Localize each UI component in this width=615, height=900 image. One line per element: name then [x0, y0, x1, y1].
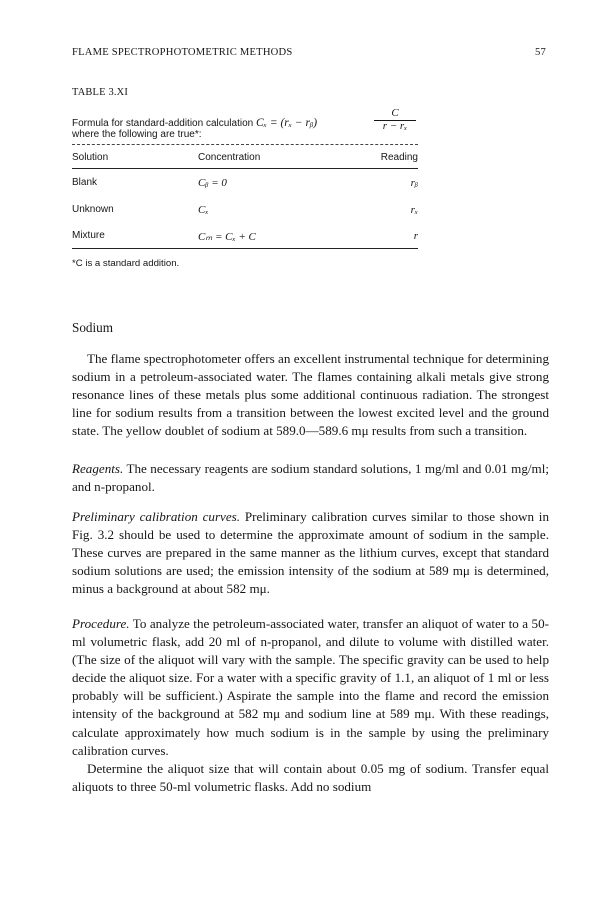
reagents-label: Reagents.: [72, 461, 124, 476]
caption-line-1: [72, 117, 317, 129]
cell-reading: rᵦ: [410, 177, 418, 189]
cell-concentration: Cₘ = Cₓ + C: [198, 231, 256, 243]
formula-fraction: [372, 107, 418, 133]
procedure-label: Procedure.: [72, 616, 130, 631]
section-heading: Sodium: [72, 320, 114, 335]
preliminary-paragraph: [72, 508, 549, 598]
procedure-text: To analyze the petroleum-associated water, transfer an aliquot of water to a 50-ml volumetric flask, add 20 ml of n-propanol, and dilute to volume with distilled water. (The size of the aliquot will vary with the sample. The specific gravity can be used to help decide the aliquot size. For a water with a specific gravity of 1.1, an aliquot of 1 ml or less probably will be sufficient.) Aspirate the sample into the flame and record the emission intensity of the background at 582 mμ and sodium line at 589 mμ. With these readings, calculate approximately how much sodium is in the sample by using the preliminary calibration curves.: [72, 616, 549, 758]
cell-solution: Mixture: [72, 230, 105, 241]
cell-reading: r: [413, 230, 418, 242]
table-row: [72, 230, 418, 244]
procedure-paragraph: [72, 615, 549, 796]
table-bottom-rule: [72, 248, 418, 249]
reagents-text: The necessary reagents are sodium standard solutions, 1 mg/ml and 0.01 mg/ml; and n-propanol.: [72, 461, 549, 495]
caption-text: Formula for standard-addition calculation: [72, 118, 254, 129]
cell-concentration: Cₓ: [198, 204, 209, 216]
caption-line-2: where the following are true*:: [72, 129, 202, 140]
table-title: TABLE 3.XI: [72, 87, 128, 98]
cell-solution: Blank: [72, 177, 98, 188]
final-text: Determine the aliquot size that will contain about 0.05 mg of sodium. Transfer equal aliquots to three 50-ml volumetric flasks. Add no sodium: [72, 760, 549, 794]
table-header-rule: [72, 168, 418, 169]
table-footnote: *C is a standard addition.: [72, 258, 180, 269]
table-top-rule: [72, 144, 418, 145]
cell-solution: Unknown: [72, 204, 114, 215]
preliminary-label: Preliminary calibration curves.: [72, 509, 241, 524]
running-header: [72, 47, 546, 61]
intro-paragraph: [72, 350, 549, 440]
page-number: 57: [535, 47, 546, 58]
cell-reading: rₓ: [410, 204, 418, 216]
column-header: Solution: [72, 152, 109, 163]
table-row: [72, 204, 418, 218]
reagents-paragraph: [72, 460, 549, 496]
formula: Cₓ = (rₓ − rᵦ): [256, 117, 318, 129]
table-row: [72, 177, 418, 191]
running-title: FLAME SPECTROPHOTOMETRIC METHODS: [72, 47, 293, 58]
column-header: Reading: [380, 152, 418, 163]
column-header: Concentration: [198, 152, 261, 163]
intro-text: The flame spectrophotometer offers an excellent instrumental technique for determining sodium in a petroleum-associated water. The flames containing alkali metals give strong resonance lines of these metals plus some additional continuous radiation. The strongest line for sodium results from a transition between the lowest excited level and the ground state. The yellow doublet of sodium at 589.0—589.6 mμ results from such a transition.: [72, 351, 549, 439]
table-header-row: [72, 152, 418, 166]
cell-concentration: Cᵦ = 0: [198, 177, 227, 189]
formula-denominator: r − rₓ: [382, 120, 408, 132]
formula-numerator: C: [391, 107, 399, 119]
preliminary-text: Preliminary calibration curves similar to those shown in Fig. 3.2 should be used to determine the approximate amount of sodium in the sample. These curves are prepared in the same manner as the lithium curves, except that standard sodium solutions are used; the emission intensity of the sodium at 589 mμ is determined, minus a background at about 582 mμ.: [72, 509, 549, 597]
